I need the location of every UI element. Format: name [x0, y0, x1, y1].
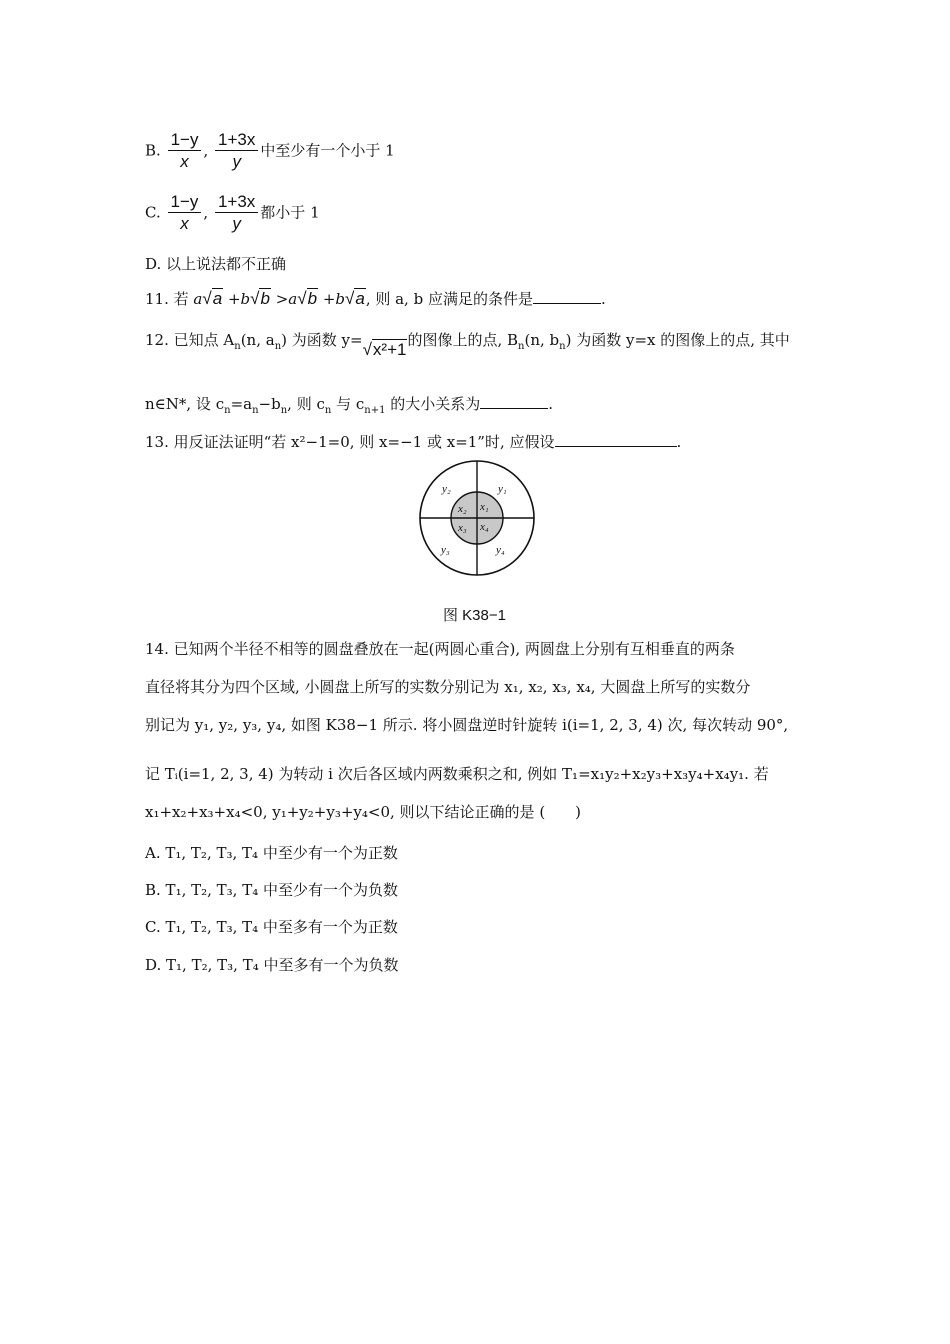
q14-option-c: C. T₁, T₂, T₃, T₄ 中至多有一个为正数 — [145, 918, 398, 936]
option-b-label: B. — [145, 141, 161, 160]
disk-diagram — [418, 459, 536, 577]
label-x1: x₁ — [480, 501, 489, 513]
question-12-line-1: 12. 已知点 $A_n(n$, $a_n$) 为函数 y=√x²+1的图像上的点, $B_n(n$, $b_n$) 为函数 y=x 的图像上的点, 其中 — [145, 331, 790, 359]
question-14-line-3: 别记为 y₁, y₂, y₃, y₄, 如图 K38−1 所示. 将小圆盘逆时针旋转 i(i=1, 2, 3, 4) 次, 每次转动 90°, — [145, 716, 789, 734]
label-x4: x₄ — [480, 521, 489, 533]
q14-option-a: A. T₁, T₂, T₃, T₄ 中至少有一个为正数 — [145, 844, 398, 862]
label-x3: x₃ — [458, 522, 467, 534]
label-y3: y₃ — [441, 544, 450, 556]
label-y1: y₁ — [498, 483, 507, 495]
disk-figure — [418, 459, 536, 581]
answer-blank[interactable] — [555, 432, 677, 447]
q14-option-b: B. T₁, T₂, T₃, T₄ 中至少有一个为负数 — [145, 881, 399, 899]
question-14-line-2: 直径将其分为四个区域, 小圆盘上所写的实数分别记为 x₁, x₂, x₃, x₄, 大圆盘上所写的实数分 — [145, 678, 751, 696]
figure-caption: 图 K38−1 — [443, 607, 506, 624]
question-12-line-2: n∈N*, 设 $c_n=a_n-b_n$, 则 $c_n$ 与 $c_{n+1}$ 的大小关系为 . — [145, 395, 554, 416]
label-y4: y₄ — [496, 544, 505, 556]
label-y2: y₂ — [442, 483, 451, 495]
option-d: D. 以上说法都不正确 — [145, 255, 287, 273]
option-b: B. $\frac{1-y}{x}$ , $\frac{1+3x}{y}$ 中至少有一个小于 1 — [145, 130, 395, 171]
option-b-text: 中至少有一个小于 1 — [260, 141, 395, 160]
fraction-1: $\frac{1-y}{x}$ — [168, 192, 202, 235]
answer-blank[interactable] — [533, 289, 601, 304]
option-c: C. $\frac{1-y}{x}$ , $\frac{1+3x}{y}$ 都小于 1 — [145, 192, 320, 233]
fraction-1: $\frac{1-y}{x}$ — [168, 130, 202, 173]
fraction-2: $\frac{1+3x}{y}$ — [215, 192, 258, 235]
label-x2: x₂ — [458, 503, 467, 515]
question-13: 13. 用反证法证明“若 x²−1=0, 则 x=−1 或 x=1”时, 应假设 . — [145, 433, 682, 451]
radical: √x²+1 — [362, 340, 407, 359]
answer-blank[interactable] — [480, 394, 548, 409]
question-11: 11. 若 a√a +b√b >a√b +b√a, 则 a, b 应满足的条件是 . — [145, 289, 606, 308]
option-c-label: C. — [145, 203, 161, 222]
option-c-text: 都小于 1 — [260, 203, 320, 222]
question-14-line-5: x₁+x₂+x₃+x₄<0, y₁+y₂+y₃+y₄<0, 则以下结论正确的是 ( ) — [145, 803, 582, 821]
question-14-line-1: 14. 已知两个半径不相等的圆盘叠放在一起(两圆心重合), 两圆盘上分别有互相垂直的两条 — [145, 640, 735, 658]
question-14-line-4: 记 Tᵢ(i=1, 2, 3, 4) 为转动 i 次后各区域内两数乘积之和, 例如 T₁=x₁y₂+x₂y₃+x₃y₄+x₄y₁. 若 — [145, 765, 769, 783]
fraction-2: $\frac{1+3x}{y}$ — [215, 130, 258, 173]
q14-option-d: D. T₁, T₂, T₃, T₄ 中至多有一个为负数 — [145, 956, 399, 974]
